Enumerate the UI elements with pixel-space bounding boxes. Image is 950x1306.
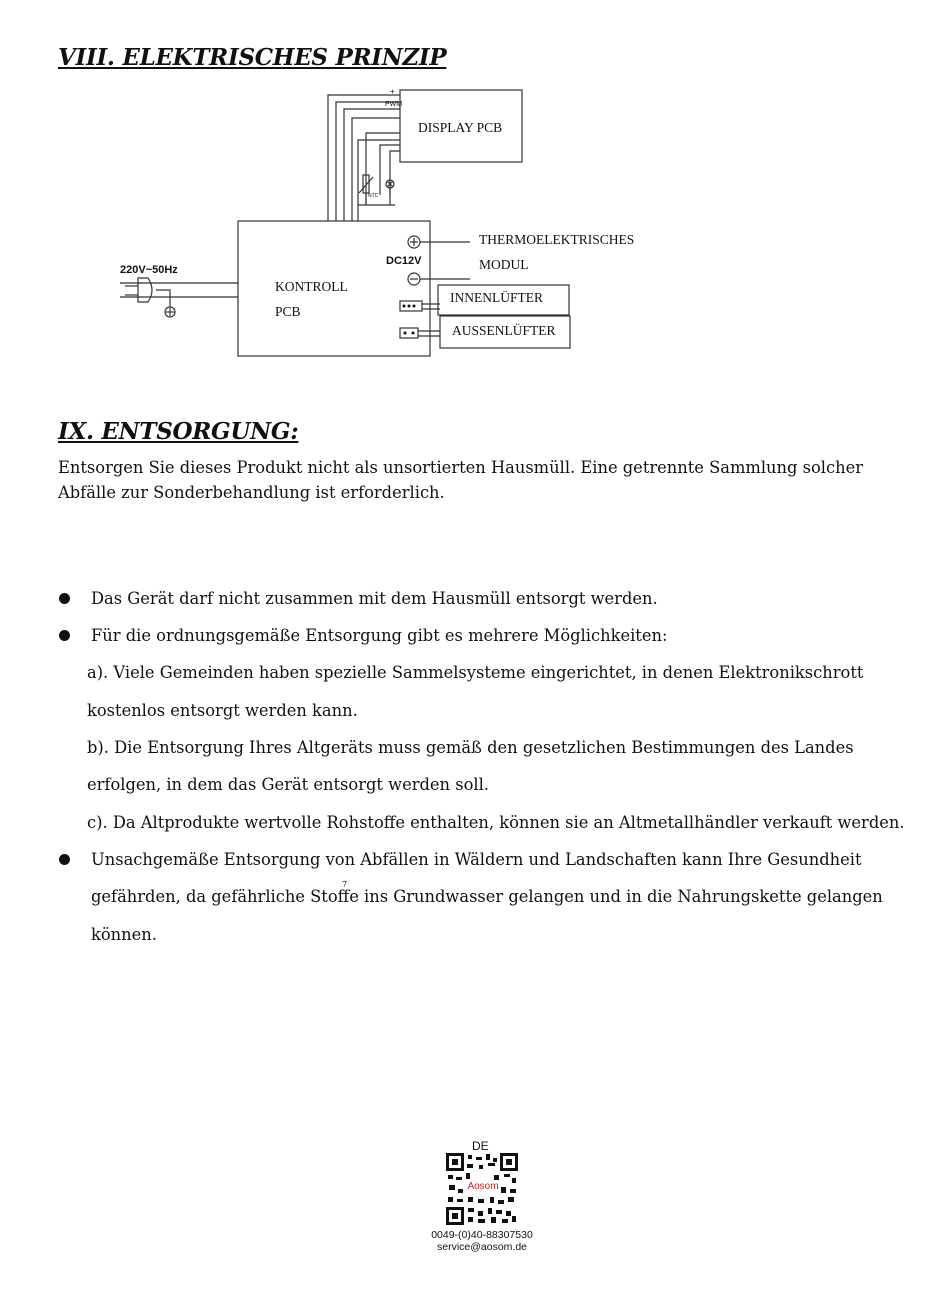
footer-phone: 0049-(0)40-88307530 <box>431 1229 533 1241</box>
option-a-line-2: kostenlos entsorgt werden kann. <box>87 701 358 720</box>
display-pcb-label: DISPLAY PCB <box>418 120 503 135</box>
qr-code <box>446 1153 518 1225</box>
bullet-text-2: Für die ordnungsgemäße Entsorgung gibt es mehrere Möglichkeiten: <box>91 626 668 645</box>
thermo-module-label-line2: MODUL <box>479 257 529 272</box>
control-pcb-label-line1: KONTROLL <box>275 279 348 294</box>
page-number: 7 <box>342 880 348 889</box>
bullet-text-3-line-3: können. <box>91 925 157 944</box>
pwm-label: PWM <box>385 101 403 108</box>
bullet-dot <box>59 630 70 641</box>
qr-brand-logo: Aosom <box>467 1181 499 1192</box>
outer-fan-label: AUSSENLÜFTER <box>452 323 556 338</box>
dc-voltage-label: DC12V <box>386 255 422 267</box>
bullet-text-1: Das Gerät darf nicht zusammen mit dem Hausmüll entsorgt werden. <box>91 589 658 608</box>
thermo-module-label-line1: THERMOELEKTRISCHES <box>479 232 635 247</box>
footer-country-code: DE <box>472 1139 489 1153</box>
voltage-input-label: 220V~50Hz <box>120 264 178 276</box>
control-pcb-label-line2: PCB <box>275 304 301 319</box>
bullet-text-3-line-2: gefährden, da gefährliche Stoffe ins Grundwasser gelangen und in die Nahrungskette gelangen <box>91 887 883 906</box>
plus-label: + <box>390 87 395 96</box>
bullet-dot <box>59 593 70 604</box>
wiring-diagram-svg <box>100 85 660 370</box>
inner-fan-label: INNENLÜFTER <box>450 290 543 305</box>
section-heading-electrical: VIII. ELEKTRISCHES PRINZIP <box>58 44 447 71</box>
option-b-line-2: erfolgen, in dem das Gerät entsorgt werden soll. <box>87 775 489 794</box>
bullet-text-3-line-1: Unsachgemäße Entsorgung von Abfällen in Wäldern und Landschaften kann Ihre Gesundheit <box>91 850 862 869</box>
ntc-label: NTC <box>368 193 379 199</box>
option-a-line-1: a). Viele Gemeinden haben spezielle Sammelsysteme eingerichtet, in denen Elektronikschrott <box>87 663 864 682</box>
section-heading-disposal: IX. ENTSORGUNG: <box>58 418 299 445</box>
wiring-diagram <box>100 85 660 370</box>
option-c-line-1: c). Da Altprodukte wertvolle Rohstoffe enthalten, können sie an Altmetallhändler verkauft werden. <box>87 813 905 832</box>
footer-email: service@aosom.de <box>436 1241 528 1253</box>
bullet-dot <box>59 854 70 865</box>
intro-line-1: Entsorgen Sie dieses Produkt nicht als unsortierten Hausmüll. Eine getrennte Sammlung solcher <box>58 458 864 477</box>
intro-line-2: Abfälle zur Sonderbehandlung ist erforderlich. <box>58 483 445 502</box>
option-b-line-1: b). Die Entsorgung Ihres Altgeräts muss gemäß den gesetzlichen Bestimmungen des Landes <box>87 738 854 757</box>
